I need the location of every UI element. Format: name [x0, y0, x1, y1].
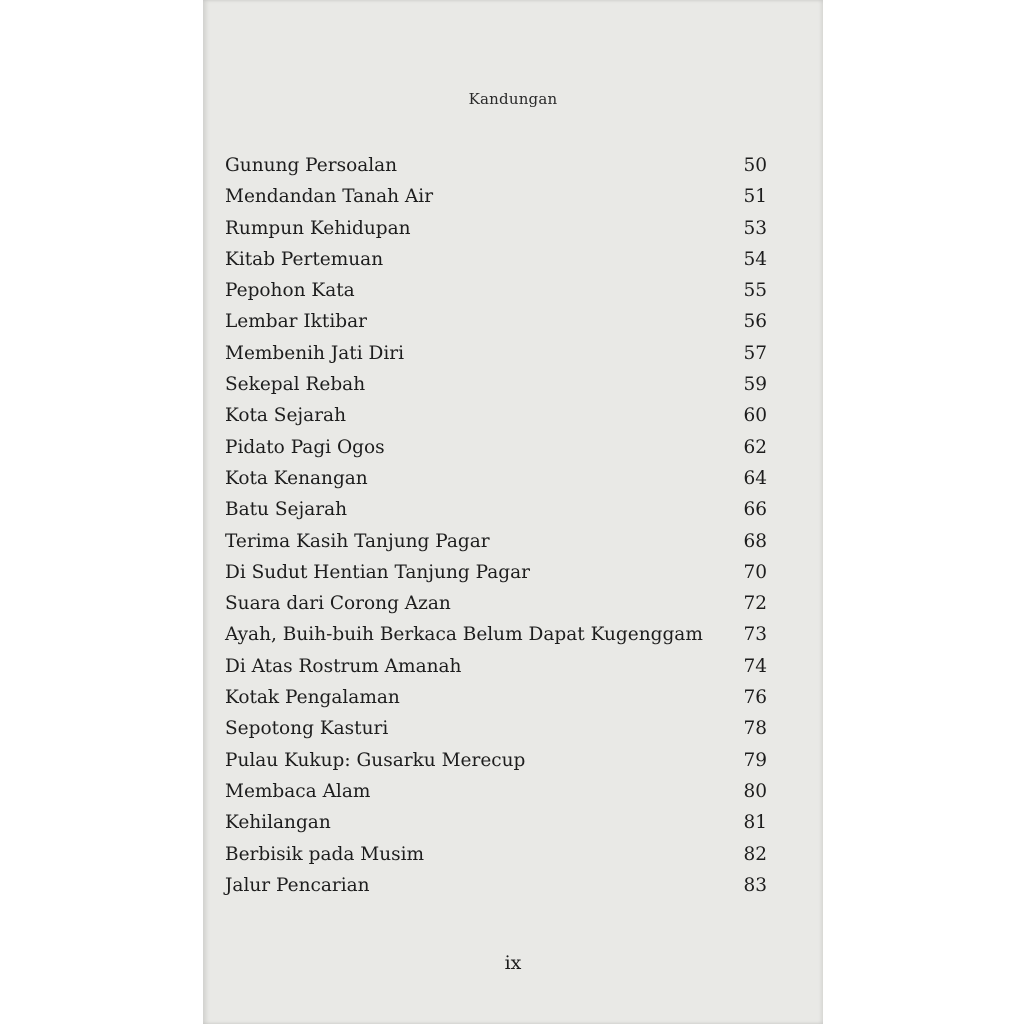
toc-entry — [225, 311, 767, 342]
toc-entry — [225, 343, 767, 374]
toc-entry-page-number: 72 — [743, 593, 767, 615]
toc-entry-title: Di Sudut Hentian Tanjung Pagar — [225, 561, 530, 583]
toc-entry-title: Pidato Pagi Ogos — [225, 436, 385, 458]
toc-entry-title: Di Atas Rostrum Amanah — [225, 655, 462, 677]
page-number: ix — [504, 952, 522, 974]
toc-entry — [225, 656, 767, 687]
toc-entry-title: Rumpun Kehidupan — [225, 217, 411, 239]
toc-entry-page-number: 81 — [743, 812, 767, 834]
toc-entry — [225, 562, 767, 593]
toc-entry-title: Suara dari Corong Azan — [225, 593, 451, 615]
toc-entry — [225, 531, 767, 562]
toc-entry-page-number: 51 — [743, 186, 767, 208]
toc-entry-title: Membaca Alam — [225, 780, 371, 802]
toc-entry — [225, 687, 767, 718]
toc-entry — [225, 280, 767, 311]
toc-entry-page-number: 56 — [743, 311, 767, 333]
toc-entry-page-number: 68 — [743, 530, 767, 552]
toc-entry-page-number: 80 — [743, 780, 767, 802]
toc-entry-title: Kota Kenangan — [225, 467, 368, 489]
toc-entry-page-number: 73 — [743, 624, 767, 646]
toc-entry-title: Terima Kasih Tanjung Pagar — [225, 530, 490, 552]
toc-entry-title: Ayah, Buih-buih Berkaca Belum Dapat Kugenggam — [225, 624, 703, 646]
toc-entry — [225, 875, 767, 906]
toc-entry — [225, 499, 767, 530]
toc-entry — [225, 218, 767, 249]
toc-entry — [225, 593, 767, 624]
toc-entry-page-number: 60 — [743, 405, 767, 427]
toc-entry-title: Kitab Pertemuan — [225, 248, 384, 270]
toc-entry-title: Pulau Kukup: Gusarku Merecup — [225, 749, 526, 771]
toc-entry-page-number: 70 — [743, 561, 767, 583]
toc-entry-title: Batu Sejarah — [225, 499, 348, 521]
toc-entry-title: Sepotong Kasturi — [225, 718, 389, 740]
toc-entry-page-number: 83 — [743, 874, 767, 896]
toc-entry-title: Kota Sejarah — [225, 405, 346, 427]
toc-entry-title: Pepohon Kata — [225, 280, 355, 302]
toc-entry — [225, 718, 767, 749]
toc-entry — [225, 186, 767, 217]
toc-entry-page-number: 76 — [743, 687, 767, 709]
toc-entry-title: Berbisik pada Musim — [225, 843, 425, 865]
toc-entry-page-number: 62 — [743, 436, 767, 458]
page-heading: Kandungan — [468, 90, 558, 108]
toc-entry — [225, 405, 767, 436]
toc-entry-title: Sekepal Rebah — [225, 374, 366, 396]
toc-entry-title: Lembar Iktibar — [225, 311, 367, 333]
toc-entry-page-number: 74 — [743, 655, 767, 677]
toc-entry-page-number: 78 — [743, 718, 767, 740]
toc-entry — [225, 844, 767, 875]
toc-entry — [225, 249, 767, 280]
toc-entry-page-number: 57 — [743, 342, 767, 364]
table-of-contents — [225, 155, 767, 906]
toc-entry — [225, 468, 767, 499]
toc-entry-title: Gunung Persoalan — [225, 155, 398, 176]
toc-entry-page-number: 54 — [743, 248, 767, 270]
toc-entry-page-number: 59 — [743, 374, 767, 396]
toc-entry-title: Mendandan Tanah Air — [225, 186, 434, 208]
toc-entry — [225, 437, 767, 468]
toc-entry-page-number: 82 — [743, 843, 767, 865]
toc-entry-page-number: 79 — [743, 749, 767, 771]
toc-entry-page-number: 53 — [743, 217, 767, 239]
toc-entry-page-number: 66 — [743, 499, 767, 521]
toc-entry-title: Membenih Jati Diri — [225, 342, 405, 364]
toc-entry-title: Kotak Pengalaman — [225, 687, 400, 709]
toc-entry-title: Jalur Pencarian — [225, 874, 370, 896]
toc-entry — [225, 781, 767, 812]
toc-entry-title: Kehilangan — [225, 812, 331, 834]
book-page — [203, 0, 823, 1024]
toc-entry — [225, 374, 767, 405]
toc-entry — [225, 750, 767, 781]
toc-entry — [225, 624, 767, 655]
toc-entry-page-number: 55 — [743, 280, 767, 302]
toc-entry — [225, 155, 767, 186]
toc-entry-page-number: 64 — [743, 467, 767, 489]
toc-entry-page-number: 50 — [743, 155, 767, 176]
toc-entry — [225, 812, 767, 843]
